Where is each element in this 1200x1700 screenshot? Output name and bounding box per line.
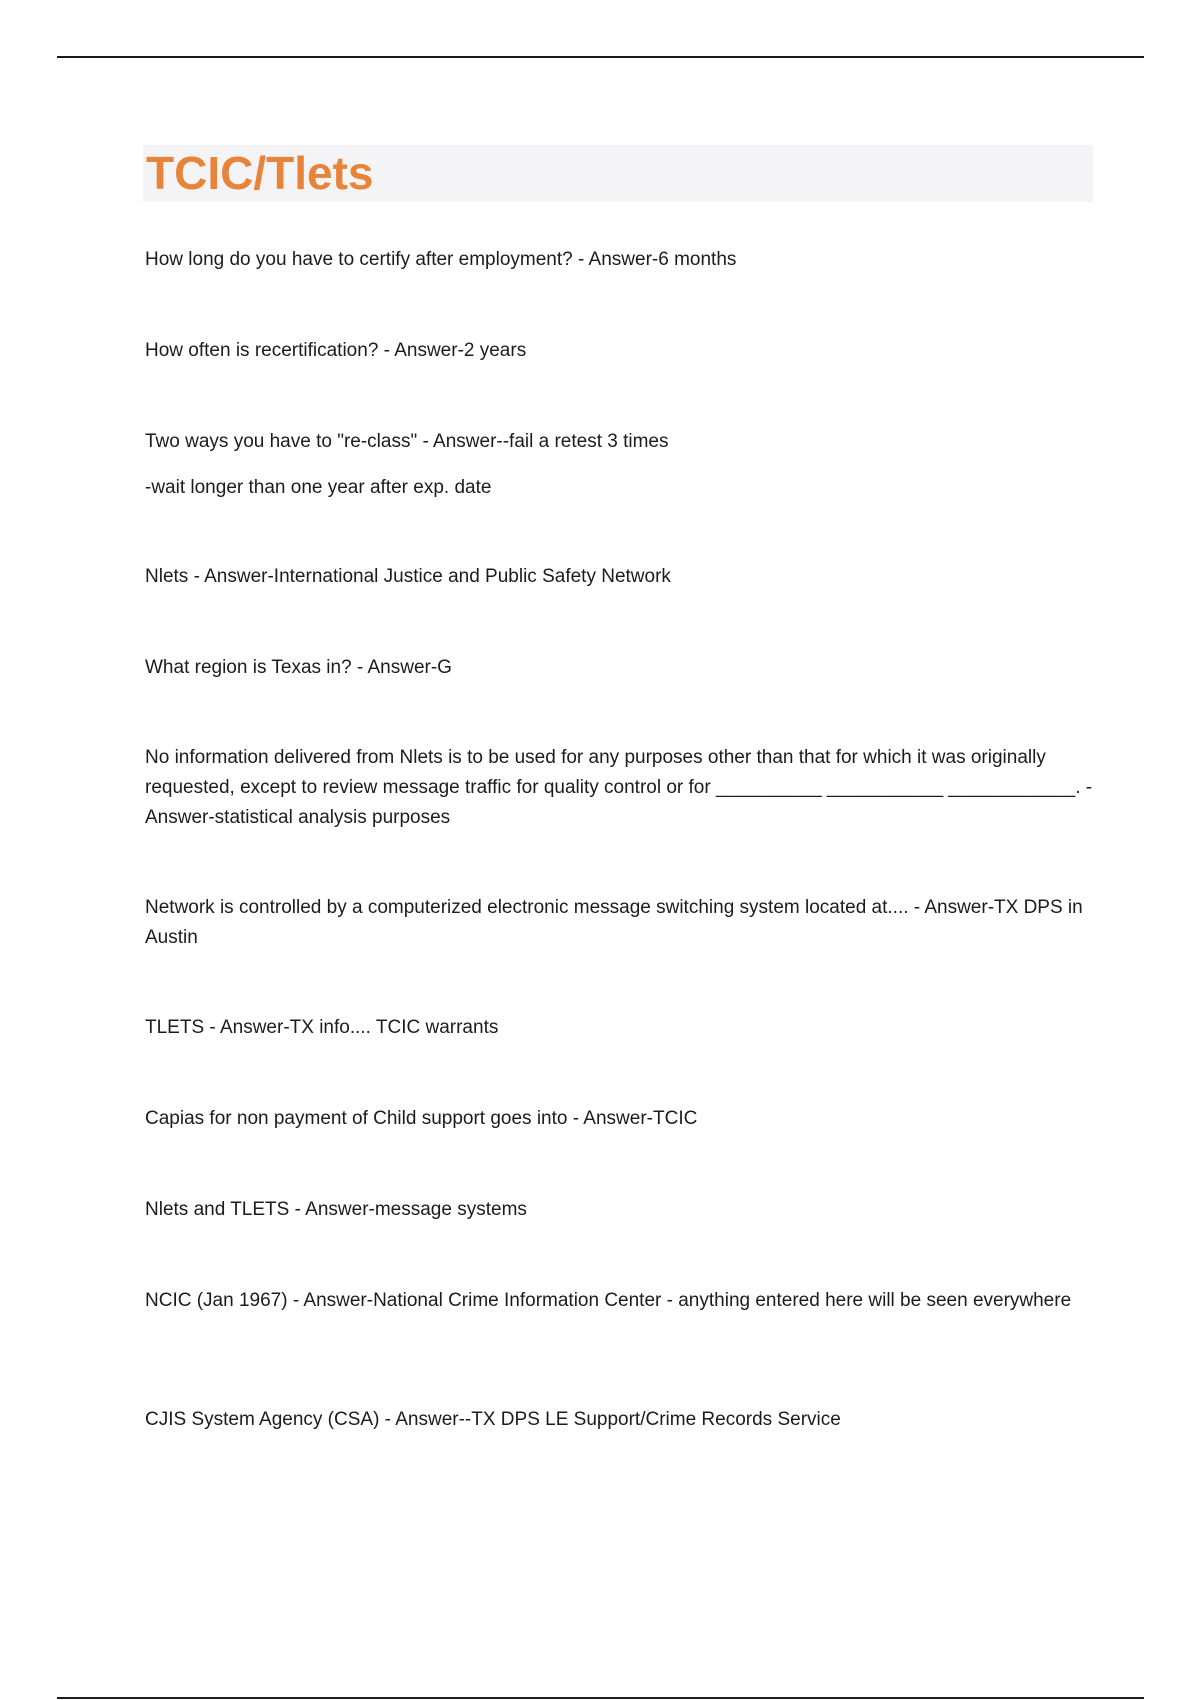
top-rule — [57, 56, 1144, 58]
qa-paragraph-2: How often is recertification? - Answer-2 years — [145, 340, 527, 361]
document-title: TCIC/Tlets — [146, 147, 374, 199]
qa-paragraph-1: How long do you have to certify after employment? - Answer-6 months — [145, 249, 737, 270]
qa-paragraph-3: Two ways you have to "re-class" - Answer--fail a retest 3 times — [145, 431, 669, 452]
qa-paragraph-5: Nlets - Answer-International Justice and Public Safety Network — [145, 566, 671, 587]
qa-paragraph-13: CJIS System Agency (CSA) - Answer--TX DPS LE Support/Crime Records Service — [145, 1409, 841, 1430]
qa-paragraph-12: NCIC (Jan 1967) - Answer-National Crime Information Center - anything entered here will be seen everywhere — [145, 1290, 1072, 1311]
qa-paragraph-9: TLETS - Answer-TX info.... TCIC warrants — [145, 1017, 499, 1038]
qa-paragraph-7: No information delivered from Nlets is to be used for any purposes other than that for which it was originally requested, except to review message traffic for quality control or for __________ ___________ ____________. - Answer-statistical analysis purposes — [145, 747, 1093, 828]
qa-paragraph-6: What region is Texas in? - Answer-G — [145, 657, 452, 678]
qa-paragraph-8: Network is controlled by a computerized electronic message switching system located at.... - Answer-TX DPS in Austin — [145, 897, 1083, 948]
bottom-rule — [57, 1697, 1144, 1699]
qa-paragraph-10: Capias for non payment of Child support goes into - Answer-TCIC — [145, 1108, 698, 1129]
qa-paragraph-11: Nlets and TLETS - Answer-message systems — [145, 1199, 527, 1220]
qa-paragraph-4: -wait longer than one year after exp. date — [145, 477, 492, 498]
